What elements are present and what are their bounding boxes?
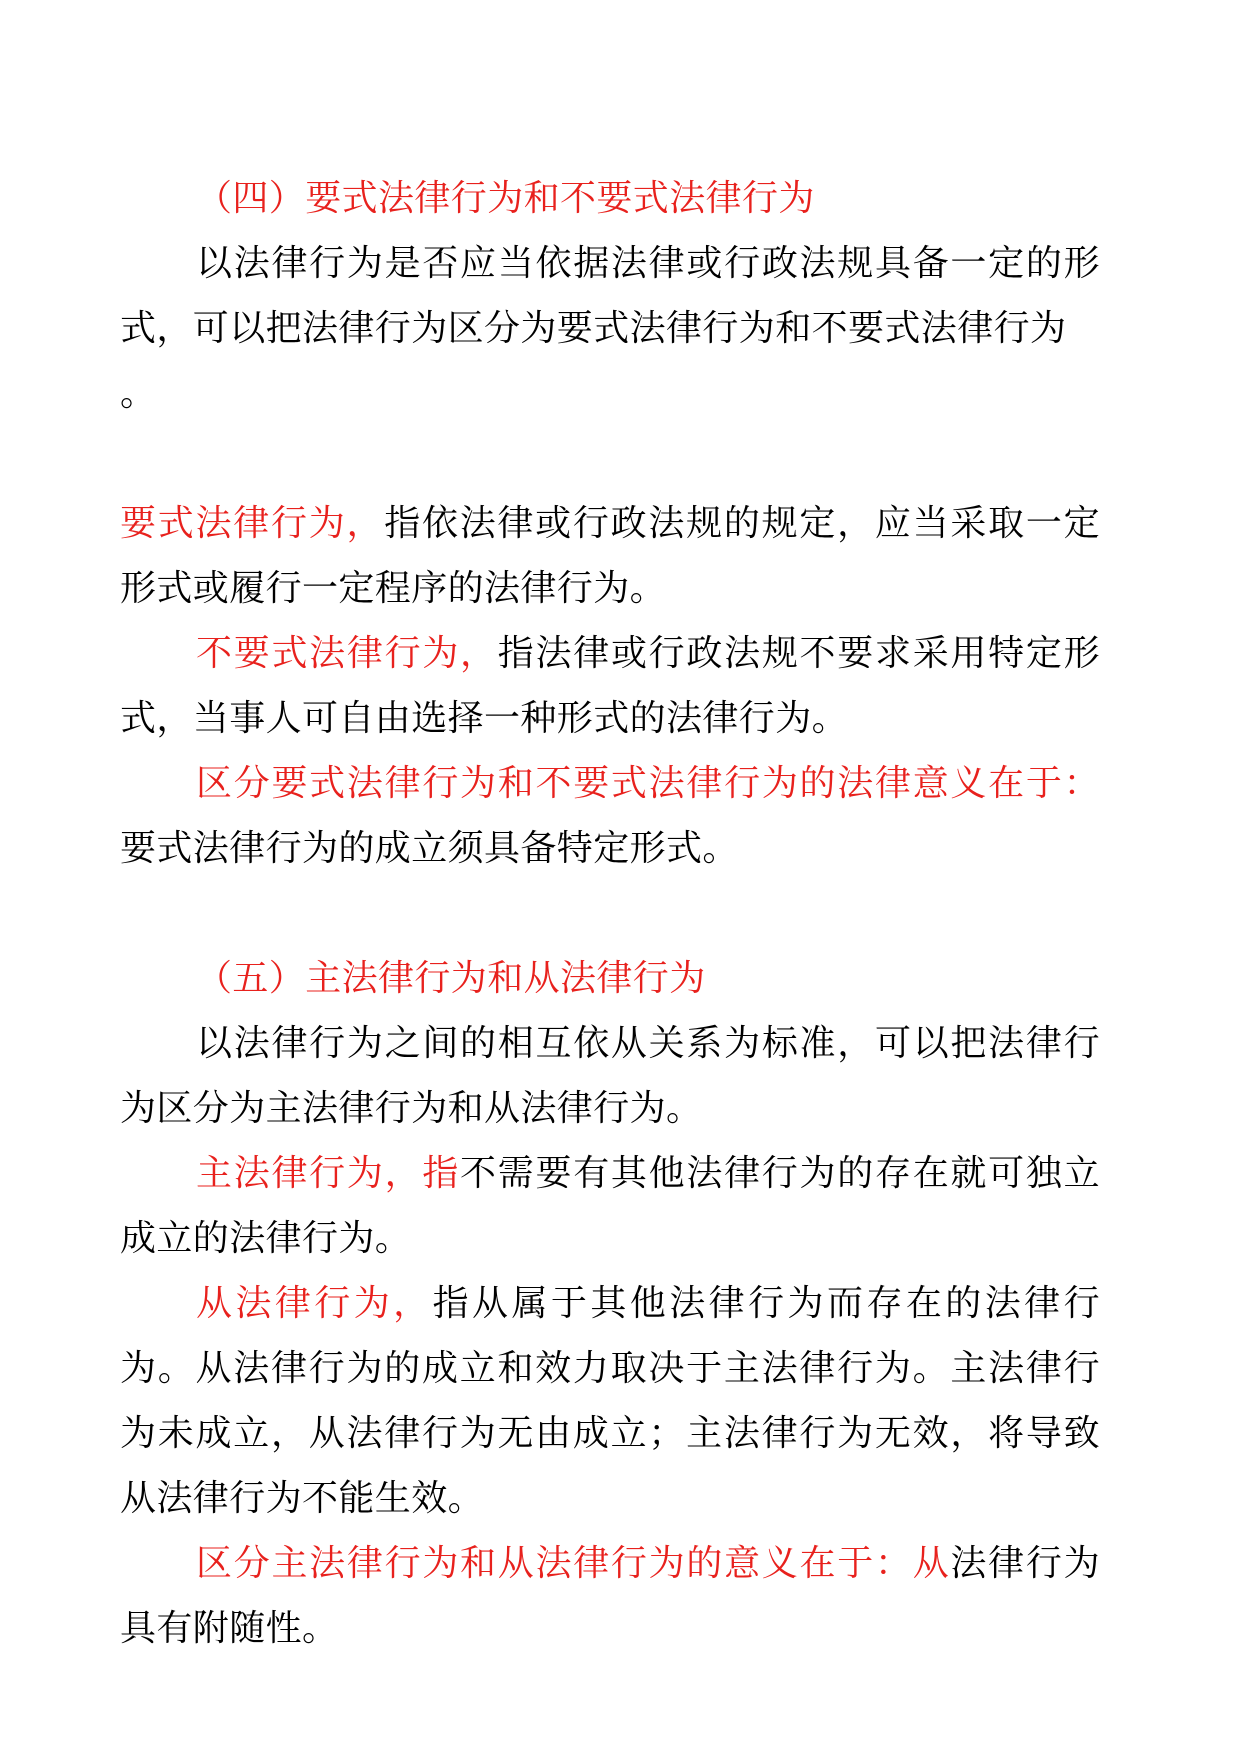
section-4-significance (120, 751, 1100, 881)
accessory-act-paragraph (120, 1271, 1100, 1531)
section-4-intro (120, 231, 1100, 361)
formal-act-definition: 指依法律或行政法规的规定，应当采取一定形式或履行一定程序的法律行为。 (120, 503, 1100, 609)
spacer (120, 881, 1100, 946)
section-4-intro-text: 以法律行为是否应当依据法律或行政法规具备一定的形式，可以把法律行为区分为要式法律行为和不要式法律行为 (120, 243, 1100, 349)
section-5-significance (120, 1531, 1100, 1661)
formal-act-paragraph (120, 491, 1100, 621)
section-4-intro-end: 。 (120, 373, 157, 414)
formal-act-term: 要式法律行为， (120, 503, 385, 544)
informal-act-paragraph (120, 621, 1100, 751)
section-4-heading: （四）要式法律行为和不要式法律行为 (196, 178, 815, 219)
main-act-definition: 不需要有其他法律行为的存在就可独立成立的法律行为。 (120, 1153, 1100, 1259)
section-5-significance-text: 法律行为具有附随性。 (120, 1543, 1100, 1649)
section-5-intro: 以法律行为之间的相互依从关系为标准，可以把法律行为区分为主法律行为和从法律行为。 (120, 1023, 1100, 1129)
accessory-act-term: 从法律行为， (196, 1283, 433, 1324)
document-body (120, 166, 1100, 1661)
section-4-significance-text: 要式法律行为的成立须具备特定形式。 (120, 828, 739, 869)
section-5-significance-label: 区分主法律行为和从法律行为的意义在于：从 (196, 1543, 951, 1584)
accessory-act-definition: 指从属于其他法律行为而存在的法律行为。从法律行为的成立和效力取决于主法律行为。主法律行为未成立，从法律行为无由成立；主法律行为无效，将导致从法律行为不能生效。 (120, 1283, 1100, 1519)
section-4-significance-label: 区分要式法律行为和不要式法律行为的法律意义在于： (196, 763, 1100, 804)
section-5-heading: （五）主法律行为和从法律行为 (196, 958, 706, 999)
main-act-term: 主法律行为，指 (196, 1153, 461, 1194)
informal-act-term: 不要式法律行为， (196, 633, 498, 674)
informal-act-definition: 指法律或行政法规不要求采用特定形式，当事人可自由选择一种形式的法律行为。 (120, 633, 1101, 739)
spacer (120, 426, 1100, 491)
main-act-paragraph (120, 1141, 1100, 1271)
